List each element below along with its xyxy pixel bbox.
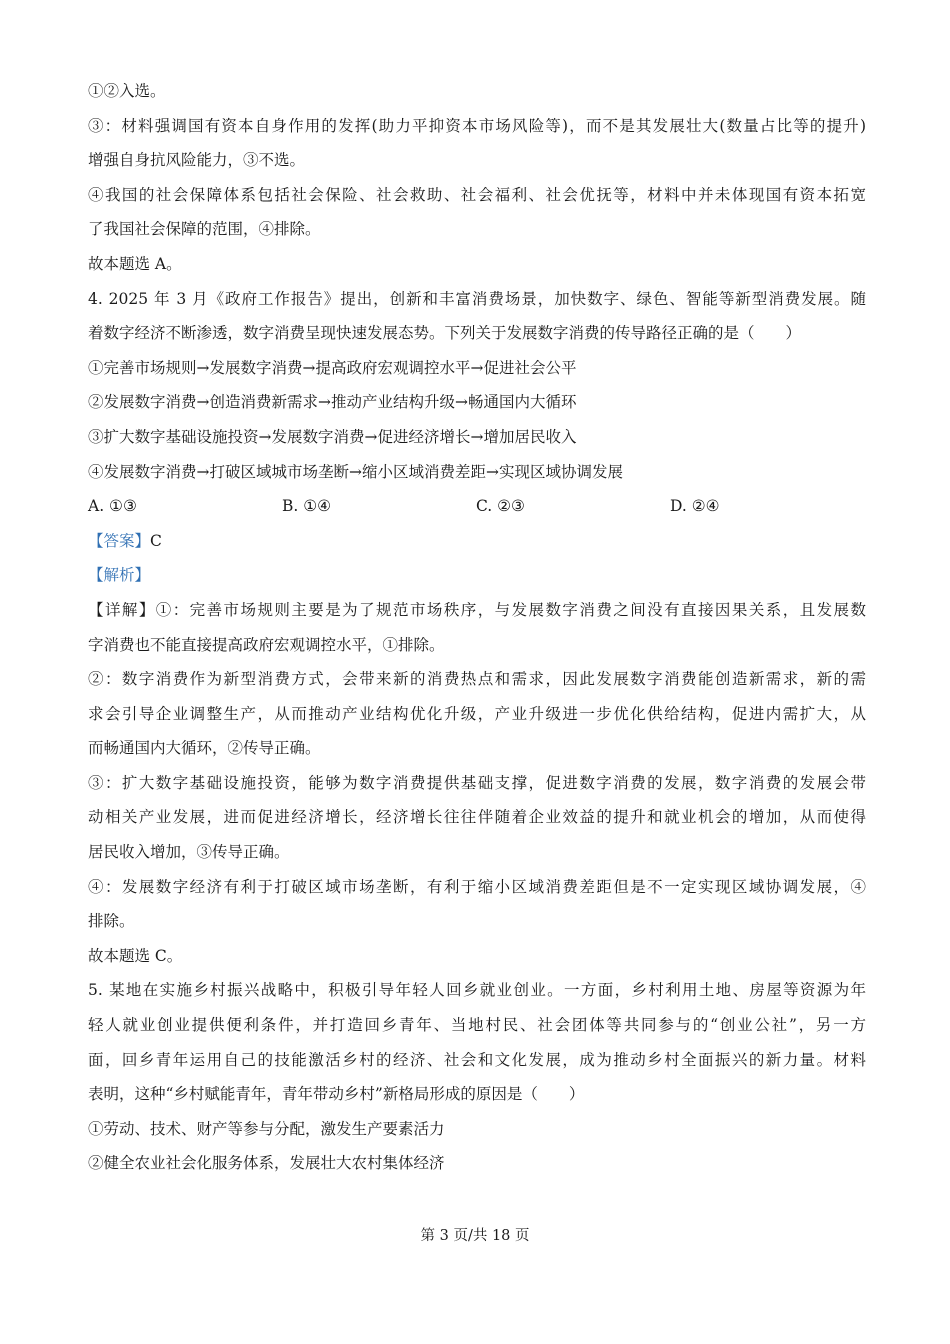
q4-item: ②发展数字消费→创造消费新需求→推动产业结构升级→畅通国内大循环 xyxy=(88,393,577,412)
q4-option-c: C. ②③ xyxy=(476,497,525,516)
q5-item: ①劳动、技术、财产等参与分配，激发生产要素活力 xyxy=(88,1119,445,1138)
q4-option-b: B. ①④ xyxy=(282,497,332,516)
q4-detail-line: ②：数字消费作为新型消费方式，会带来新的消费热点和需求，因此发展数字消费能创造新需求，新的需 xyxy=(88,670,866,689)
detail-tag: 【详解】 xyxy=(88,600,156,619)
q4-detail-line: 而畅通国内大循环，②传导正确。 xyxy=(88,739,321,758)
q4-answer xyxy=(88,524,866,559)
q3-analysis-line: 了我国社会保障的范围，④排除。 xyxy=(88,220,321,239)
q5-stem-line: 轻人就业创业提供便利条件，并打造回乡青年、当地村民、社会团体等共同参与的“创业公社”，另一方 xyxy=(88,1016,866,1035)
q4-detail-line xyxy=(88,593,866,628)
q4-detail-line: 居民收入增加，③传导正确。 xyxy=(88,843,290,862)
q3-analysis-line: 增强自身抗风险能力，③不选。 xyxy=(88,151,306,170)
q4-detail-line: 排除。 xyxy=(88,912,135,931)
q4-stem-line: 着数字经济不断渗透，数字消费呈现快速发展态势。下列关于发展数字消费的传导路径正确的是（ ） xyxy=(88,324,802,343)
q4-item: ③扩大数字基础设施投资→发展数字消费→促进经济增长→增加居民收入 xyxy=(88,427,577,446)
q4-item: ④发展数字消费→打破区域城市场垄断→缩小区域消费差距→实现区域协调发展 xyxy=(88,462,623,481)
analysis-tag: 【解析】 xyxy=(88,566,151,585)
q3-analysis-line: ④我国的社会保障体系包括社会保险、社会救助、社会福利、社会优抚等，材料中并未体现国有资本拓宽 xyxy=(88,185,866,204)
q4-option-a: A. ①③ xyxy=(88,497,137,516)
detail-text: ①：完善市场规则主要是为了规范市场秩序，与发展数字消费之间没有直接因果关系，且发展数 xyxy=(155,600,866,619)
q4-analysis-heading xyxy=(88,558,866,593)
q4-stem-line: 4. 2025 年 3 月《政府工作报告》提出，创新和丰富消费场景，加快数字、绿色、智能等新型消费发展。随 xyxy=(88,289,866,308)
q3-conclusion: 故本题选 A。 xyxy=(88,254,182,273)
q4-conclusion: 故本题选 C。 xyxy=(88,946,183,965)
q3-analysis-line: ③：材料强调国有资本自身作用的发挥(助力平抑资本市场风险等)，而不是其发展壮大(数量占比等的提升) xyxy=(88,116,866,135)
q3-analysis-line: ①②入选。 xyxy=(88,82,166,100)
q4-item: ①完善市场规则→发展数字消费→提高政府宏观调控水平→促进社会公平 xyxy=(88,358,577,377)
q4-option-d: D. ②④ xyxy=(670,497,720,516)
page-number: 第 3 页/共 18 页 xyxy=(420,1228,530,1244)
q4-detail-line: 动相关产业发展，进而促进经济增长，经济增长往往伴随着企业效益的提升和就业机会的增加，从而使得 xyxy=(88,808,866,827)
answer-value: C xyxy=(150,531,162,550)
q4-options xyxy=(88,489,866,524)
q5-stem-line: 表明，这种“乡村赋能青年，青年带动乡村”新格局形成的原因是（ ） xyxy=(88,1085,585,1104)
q4-detail-line: 求会引导企业调整生产，从而推动产业结构优化升级，产业升级进一步优化供给结构，促进内需扩大，从 xyxy=(88,704,866,723)
q4-detail-line: ④：发展数字经济有利于打破区域市场垄断，有利于缩小区域消费差距但是不一定实现区域协调发展，④ xyxy=(88,877,866,896)
q5-stem-line: 面，回乡青年运用自己的技能激活乡村的经济、社会和文化发展，成为推动乡村全面振兴的新力量。材料 xyxy=(88,1050,866,1069)
q5-stem-line: 5. 某地在实施乡村振兴战略中，积极引导年轻人回乡就业创业。一方面，乡村利用土地、房屋等资源为年 xyxy=(88,981,866,1000)
q5-item: ②健全农业社会化服务体系，发展壮大农村集体经济 xyxy=(88,1154,445,1173)
q4-detail-line: ③：扩大数字基础设施投资，能够为数字消费提供基础支撑，促进数字消费的发展，数字消费的发展会带 xyxy=(88,773,866,792)
page-content xyxy=(88,74,866,1181)
q4-detail-line: 字消费也不能直接提高政府宏观调控水平，①排除。 xyxy=(88,635,445,654)
answer-tag: 【答案】 xyxy=(88,531,151,550)
